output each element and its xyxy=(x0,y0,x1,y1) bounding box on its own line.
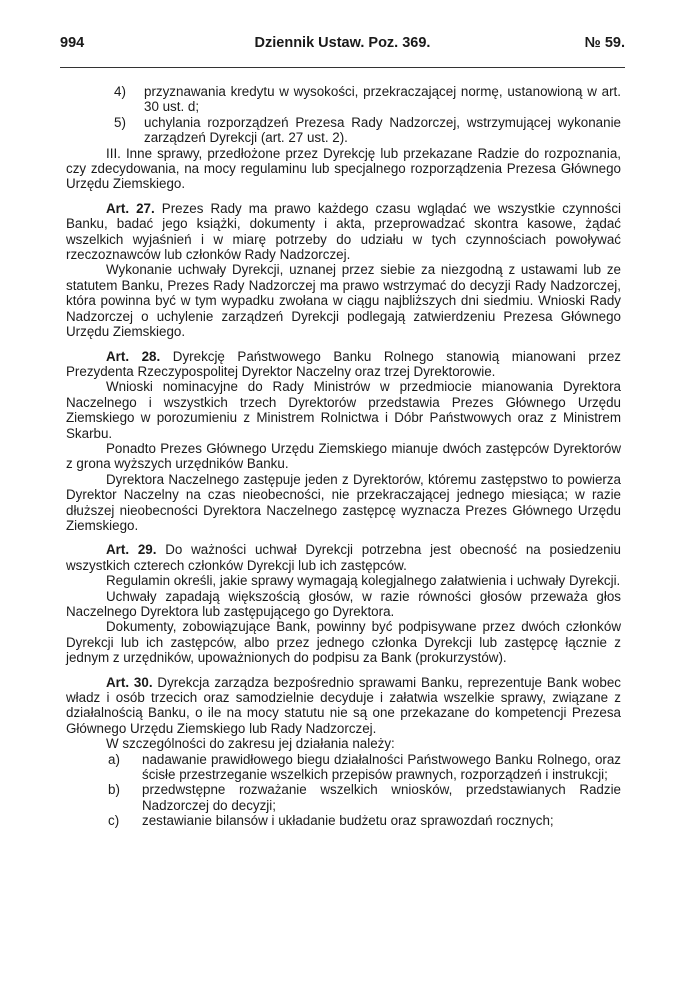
item-label: a) xyxy=(108,751,120,767)
page-body xyxy=(66,84,621,829)
article-28-para-4: Dyrektora Naczelnego zastępuje jeden z Dyrektorów, któremu zastępstwo to powierza Dyrektor Naczelny na czas nieobecności, nie przekraczającej jednego miesiąca; w razie dłuższej nieobecności Dyrektora Naczelnego zastępcę wyznacza Prezes Głównego Urzędu Ziemskiego. xyxy=(66,471,621,533)
journal-title: Dziennik Ustaw. Poz. 369. xyxy=(254,35,431,51)
article-heading: Art. 28. xyxy=(106,348,161,364)
paragraph-text: Dyrekcję Państwowego Banku Rolnego stanowią mianowani przez Prezydenta Rzeczypospolitej Dyrektor Naczelny oraz trzej Dyrektorowie. xyxy=(66,348,621,379)
list-item xyxy=(66,813,621,828)
item-text: przyznawania kredytu w wysokości, przekraczającej normę, ustanowioną w art. 30 ust. d; xyxy=(144,84,621,115)
item-label: c) xyxy=(108,813,120,829)
article-29-para-4: Dokumenty, zobowiązujące Bank, powinny być podpisywane przez dwóch członków Dyrekcji lub ich zastępców, albo przez jednego członka Dyrekcji lub zastępcę łącznie z jednym z urzędników, upoważnionych do podpisu za Bank (prokurzystów). xyxy=(66,619,621,666)
article-29-para-3: Uchwały zapadają większością głosów, w razie równości głosów przeważa głos Naczelnego Dyrektora lub zastępującego go Dyrektora. xyxy=(66,588,621,619)
paragraph-text: Do ważności uchwał Dyrekcji potrzebna jest obecność na posiedzeniu wszystkich czterech członków Dyrekcji lub ich zastępców. xyxy=(66,542,621,573)
article-30-para-1 xyxy=(66,675,621,737)
issue-number: № 59. xyxy=(584,35,625,51)
article-heading: Art. 29. xyxy=(106,542,157,558)
article-28-para-2: Wnioski nominacyjne do Rady Ministrów w przedmiocie mianowania Dyrektora Naczelnego i wszystkich trzech Dyrektorów przedstawia Prezes Głównego Urzędu Ziemskiego w porozumieniu z Ministrem Rolnictwa i Dóbr Państwowych oraz z Ministrem Skarbu. xyxy=(66,379,621,441)
article-29-para-1 xyxy=(66,542,621,573)
article-heading: Art. 30. xyxy=(106,674,153,690)
article-30-para-2: W szczególności do zakresu jej działania należy: xyxy=(106,736,395,752)
article-27-para-1 xyxy=(66,201,621,263)
list-item xyxy=(66,84,621,115)
list-item xyxy=(66,115,621,146)
item-text: nadawanie prawidłowego biegu działalności Państwowego Banku Rolnego, oraz ścisłe przestrzeganie wszelkich przepisów prawnych, rozporządzeń i instrukcji; xyxy=(142,751,621,783)
list-item xyxy=(66,782,621,813)
article-28-para-3: Ponadto Prezes Głównego Urzędu Ziemskiego mianuje dwóch zastępców Dyrektorów z grona wyższych urzędników Banku. xyxy=(66,440,621,472)
item-label: b) xyxy=(108,782,120,798)
header-rule xyxy=(60,67,625,68)
paragraph-text: Prezes Rady ma prawo każdego czasu wglądać we wszystkie czynności Banku, badać jego książki, dokumenty i akta, przeprowadzać skontra kasowe, żądać wszelkich wyjaśnień i w miarę potrzeby do udziału w tych czynnościach powoływać rzeczoznawców lub członków Rady Nadzorczej. xyxy=(66,200,621,263)
list-item xyxy=(66,752,621,783)
article-29-para-2: Regulamin określi, jakie sprawy wymagają kolegjalnego załatwienia i uchwały Dyrekcji. xyxy=(106,573,621,589)
article-28-para-1 xyxy=(66,349,621,380)
section-iii: III. Inne sprawy, przedłożone przez Dyrekcję lub przekazane Radzie do rozpoznania, czy zdecydowania, na mocy regulaminu lub specjalnego rozporządzenia Prezesa Głównego Urzędu Ziemskiego. xyxy=(66,145,621,192)
paragraph-text: Dyrekcja zarządza bezpośrednio sprawami Banku, reprezentuje Bank wobec władz i osób trzecich oraz samodzielnie decyduje i załatwia wszelkie sprawy, związane z działalnością Banku, o ile na mocy statutu nie są one przekazane do kompetencji Prezesa Głównego Urzędu Ziemskiego lub Rady Nadzorczej. xyxy=(66,674,621,736)
article-27-para-2: Wykonanie uchwały Dyrekcji, uznanej przez siebie za niezgodną z ustawami lub ze statutem Banku, Prezes Rady Nadzorczej ma prawo wstrzymać do decyzji Rady Nadzorczej, która powinna być w tym wypadku zwołana w ciągu najbliższych dni siedmiu. Wnioski Rady Nadzorczej o uchylenie zarządzeń Dyrekcji podlegają zatwierdzeniu Prezesa Głównego Urzędu Ziemskiego. xyxy=(66,262,621,340)
item-label: 4) xyxy=(114,84,126,99)
item-text: zestawianie bilansów i układanie budżetu oraz sprawozdań rocznych; xyxy=(142,813,554,829)
item-label: 5) xyxy=(114,114,126,130)
article-heading: Art. 27. xyxy=(106,200,155,216)
item-text: przedwstępne rozważanie wszelkich wniosków, przedstawianych Radzie Nadzorczej do decyzji; xyxy=(142,782,621,813)
page-number: 994 xyxy=(60,35,85,51)
item-text: uchylania rozporządzeń Prezesa Rady Nadzorczej, wstrzymującej wykonanie zarządzeń Dyrekcji (art. 27 ust. 2). xyxy=(144,114,621,146)
page-header xyxy=(60,30,625,56)
